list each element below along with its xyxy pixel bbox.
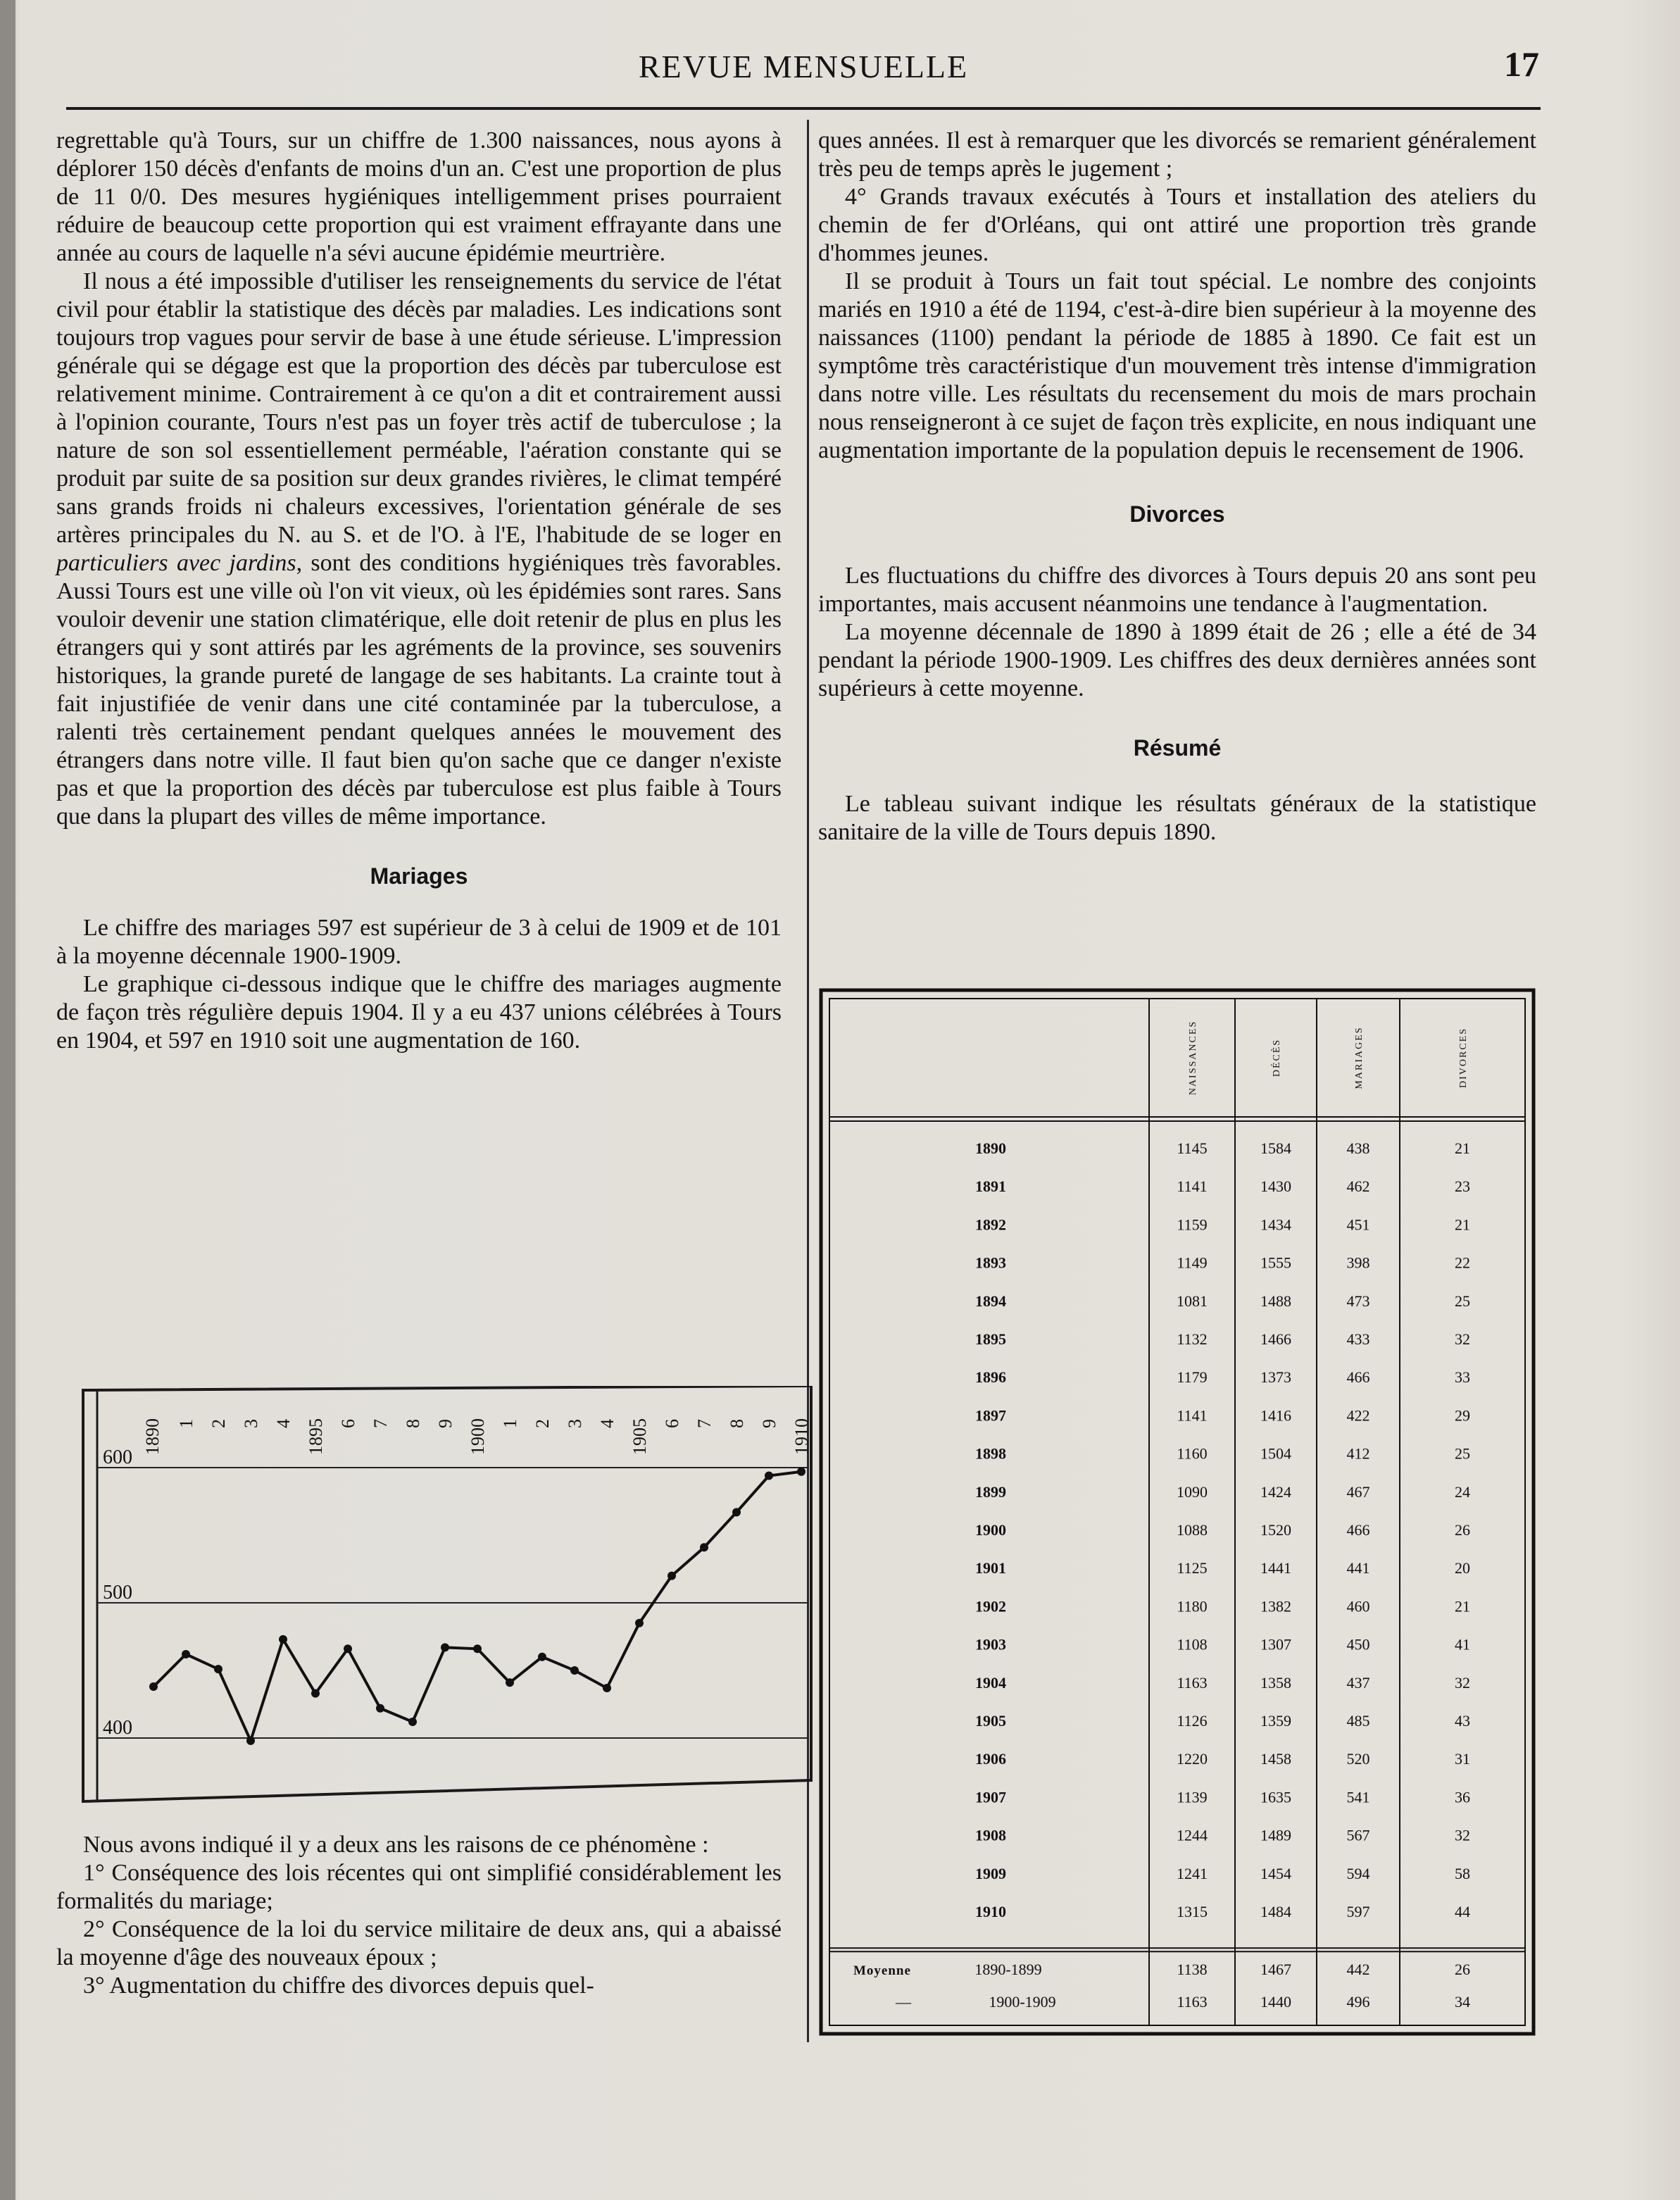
section-heading-divorces: Divorces bbox=[1129, 501, 1225, 527]
value-cell: 594 bbox=[1346, 1864, 1370, 1882]
table-row bbox=[975, 1521, 1470, 1539]
x-axis-labels bbox=[142, 1418, 812, 1455]
table-row bbox=[975, 1330, 1470, 1348]
reason-item: 4° Grands travaux exécutés à Tours et installation des ateliers du chemin de fer d'Orléans, qui ont attiré une proportion très grande d'hommes jeunes. bbox=[818, 184, 1536, 266]
data-point bbox=[538, 1653, 546, 1661]
value-cell: 473 bbox=[1346, 1292, 1370, 1310]
table-row bbox=[975, 1292, 1470, 1310]
data-point bbox=[667, 1572, 676, 1580]
x-tick-label: 6 bbox=[338, 1419, 358, 1428]
value-cell: 1520 bbox=[1260, 1521, 1291, 1539]
value-cell: 44 bbox=[1455, 1903, 1470, 1920]
x-tick-label: 4 bbox=[597, 1419, 618, 1428]
x-tick-label: 1895 bbox=[306, 1418, 326, 1455]
value-cell: 597 bbox=[1346, 1903, 1370, 1920]
table-body bbox=[829, 999, 1525, 2025]
column-header: DIVORCES bbox=[1458, 1027, 1469, 1089]
value-cell: 1126 bbox=[1177, 1712, 1208, 1730]
y-tick-label: 400 bbox=[103, 1717, 132, 1739]
value-cell: 24 bbox=[1455, 1482, 1470, 1501]
column-header: NAISSANCES bbox=[1188, 1020, 1198, 1096]
column-header: MARIAGES bbox=[1354, 1026, 1365, 1089]
value-cell: 442 bbox=[1346, 1961, 1370, 1979]
paragraph: La moyenne décennale de 1890 à 1899 était de 26 ; elle a été de 34 pendant la période 1900-1909. Les chiffres des deux dernières années sont supérieurs à cette moyenne. bbox=[818, 619, 1536, 701]
table-canvas bbox=[818, 987, 1536, 2037]
value-cell: 1584 bbox=[1260, 1139, 1291, 1157]
table-row bbox=[975, 1406, 1470, 1424]
value-cell: 1163 bbox=[1177, 1673, 1208, 1692]
value-cell: 496 bbox=[1346, 1993, 1370, 2011]
value-cell: 1488 bbox=[1260, 1292, 1291, 1310]
value-cell: 43 bbox=[1455, 1712, 1470, 1730]
statistics-table bbox=[818, 987, 1536, 2037]
value-cell: 398 bbox=[1346, 1254, 1370, 1272]
value-cell: 22 bbox=[1455, 1254, 1470, 1272]
value-cell: 31 bbox=[1455, 1750, 1470, 1768]
value-cell: 1555 bbox=[1260, 1254, 1291, 1272]
paragraph-text: Il nous a été impossible d'utiliser les renseignements du service de l'état civil pour établir la statistique des décès par maladies. Les indications sont toujours trop vagues pour servir de base à une étude sérieuse. L'impression générale qui se dégage est que la proportion des décès par tuberculose est relativement minime. Contrairement à ce qu'on a dit et contrairement aussi à l'opinion courante, Tours n'est pas un foyer très actif de tuberculose ; la nature de son sol essentiellement perméable, l'aération constante qui se produit par suite de sa position sur deux grandes rivières, le climat tempéré sans grands froids ni chaleurs excessives, l'orientation générale de ses artères principales du N. au S. et de l'O. à l'E, l'habitude de se loger en bbox=[56, 268, 782, 548]
value-cell: 33 bbox=[1455, 1368, 1470, 1387]
table-row bbox=[975, 1865, 1470, 1882]
value-cell: 1108 bbox=[1177, 1635, 1208, 1654]
data-point bbox=[700, 1543, 708, 1551]
paragraph-text: , sont des conditions hygiéniques très favorables. Aussi Tours est une ville où l'on vit vieux, où les épidémies sont rares. Sans vouloir devenir une station climatérique, elle doit retenir de plus en plus les étrangers qui y sont attirés par les agréments de la province, ses souvenirs historiques, la grande pureté de langage de ses habitants. La crainte tout à fait injustifiée de venir dans une cité contaminée par la tuberculose, a ralenti très certainement pendant quelques années le mouvement des étrangers dans notre ville. Il faut bien qu'on sache que ce danger n'existe pas et que la proportion des décès par tuberculose est plus faible à Tours que dans la plupart des villes de même importance. bbox=[56, 550, 782, 830]
year-cell: 1891 bbox=[975, 1177, 1006, 1196]
page-header bbox=[68, 44, 1539, 93]
value-cell: 58 bbox=[1455, 1864, 1470, 1882]
reason-item: 2° Conséquence de la loi du service militaire de deux ans, qui a abaissé la moyenne d'âge des nouveaux époux ; bbox=[56, 1916, 782, 1970]
value-cell: 1430 bbox=[1260, 1177, 1291, 1196]
data-point bbox=[441, 1643, 449, 1651]
y-tick-label: 600 bbox=[103, 1446, 132, 1468]
value-cell: 25 bbox=[1455, 1292, 1470, 1310]
left-column-upper bbox=[56, 127, 782, 1055]
value-cell: 466 bbox=[1346, 1521, 1370, 1539]
data-point bbox=[765, 1472, 773, 1480]
value-cell: 34 bbox=[1455, 1993, 1470, 2011]
value-cell: 1159 bbox=[1177, 1215, 1208, 1234]
year-cell: 1904 bbox=[975, 1673, 1006, 1692]
year-cell: 1890 bbox=[975, 1139, 1006, 1157]
y-tick-label: 500 bbox=[103, 1582, 132, 1604]
table-row bbox=[975, 1712, 1470, 1730]
value-cell: 21 bbox=[1455, 1597, 1470, 1615]
averages-row bbox=[895, 1993, 1470, 2011]
running-title: REVUE MENSUELLE bbox=[638, 49, 969, 85]
value-cell: 438 bbox=[1346, 1139, 1370, 1157]
value-cell: 422 bbox=[1346, 1406, 1370, 1425]
table-row bbox=[975, 1750, 1470, 1768]
value-cell: 1416 bbox=[1260, 1406, 1291, 1425]
value-cell: 26 bbox=[1455, 1521, 1470, 1539]
x-tick-label: 4 bbox=[273, 1419, 294, 1428]
paragraph: Le tableau suivant indique les résultats généraux de la statistique sanitaire de la ville de Tours depuis 1890. bbox=[818, 791, 1536, 845]
value-cell: 1484 bbox=[1260, 1903, 1291, 1920]
x-tick-label: 2 bbox=[532, 1419, 553, 1428]
value-cell: 1241 bbox=[1177, 1864, 1208, 1882]
value-cell: 1635 bbox=[1260, 1788, 1291, 1806]
value-cell: 1125 bbox=[1177, 1559, 1208, 1577]
value-cell: 1244 bbox=[1177, 1826, 1208, 1844]
value-cell: 1138 bbox=[1177, 1961, 1208, 1979]
value-cell: 1141 bbox=[1177, 1177, 1208, 1196]
data-point bbox=[376, 1704, 384, 1713]
x-tick-label: 3 bbox=[241, 1419, 261, 1428]
value-cell: 1081 bbox=[1177, 1292, 1208, 1310]
data-point bbox=[214, 1665, 222, 1673]
year-cell: 1899 bbox=[975, 1482, 1006, 1501]
value-cell: 451 bbox=[1346, 1215, 1370, 1234]
year-cell: 1895 bbox=[975, 1330, 1006, 1348]
averages-label: Moyenne bbox=[853, 1963, 911, 1979]
value-cell: 462 bbox=[1346, 1177, 1370, 1196]
year-cell: 1910 bbox=[975, 1903, 1006, 1920]
marriages-line-chart bbox=[55, 1386, 815, 1808]
table-row bbox=[975, 1597, 1470, 1615]
x-tick-label: 3 bbox=[565, 1419, 585, 1428]
table-row bbox=[975, 1254, 1470, 1272]
section-heading-resume: Résumé bbox=[1133, 735, 1222, 761]
year-cell: 1906 bbox=[975, 1750, 1006, 1768]
year-cell: 1900 bbox=[975, 1521, 1006, 1539]
value-cell: 1179 bbox=[1177, 1368, 1208, 1387]
page-number: 17 bbox=[1504, 44, 1539, 84]
right-column bbox=[818, 127, 1536, 846]
value-cell: 520 bbox=[1346, 1750, 1370, 1768]
reason-item: 3° Augmentation du chiffre des divorces depuis quel- bbox=[83, 1973, 594, 1999]
year-cell: 1897 bbox=[975, 1406, 1006, 1425]
value-cell: 1180 bbox=[1177, 1597, 1208, 1615]
data-point bbox=[635, 1619, 644, 1627]
x-tick-label: 1890 bbox=[142, 1418, 163, 1455]
section-heading-mariages: Mariages bbox=[370, 863, 468, 889]
paragraph: Nous avons indiqué il y a deux ans les raisons de ce phénomène : bbox=[83, 1832, 709, 1858]
year-cell: 1892 bbox=[975, 1215, 1006, 1234]
chart-canvas bbox=[55, 1386, 815, 1808]
data-point bbox=[473, 1644, 482, 1653]
y-axis-labels bbox=[103, 1446, 132, 1739]
value-cell: 1382 bbox=[1260, 1597, 1291, 1615]
paragraph: Le graphique ci-dessous indique que le chiffre des mariages augmente de façon très régulière depuis 1904. Il y a eu 437 unions célébrées à Tours en 1904, et 597 en 1910 soit une augmentation de 160. bbox=[56, 971, 782, 1054]
value-cell: 1373 bbox=[1260, 1368, 1291, 1387]
value-cell: 1434 bbox=[1260, 1215, 1291, 1234]
data-point bbox=[603, 1684, 611, 1692]
x-tick-label: 1905 bbox=[629, 1418, 650, 1455]
series-line bbox=[153, 1472, 801, 1741]
data-point bbox=[408, 1718, 417, 1726]
year-cell: 1893 bbox=[975, 1254, 1006, 1272]
x-tick-label: 8 bbox=[403, 1419, 423, 1428]
value-cell: 466 bbox=[1346, 1368, 1370, 1387]
data-point bbox=[149, 1682, 158, 1691]
value-cell: 1489 bbox=[1260, 1826, 1291, 1844]
year-cell: 1905 bbox=[975, 1712, 1006, 1730]
value-cell: 1149 bbox=[1177, 1254, 1208, 1272]
value-cell: 1424 bbox=[1260, 1482, 1291, 1501]
value-cell: 23 bbox=[1455, 1177, 1470, 1196]
value-cell: 32 bbox=[1455, 1673, 1470, 1692]
value-cell: 32 bbox=[1455, 1330, 1470, 1348]
table-row bbox=[975, 1636, 1470, 1654]
table-row bbox=[975, 1559, 1470, 1577]
x-tick-label: 7 bbox=[370, 1419, 391, 1428]
year-cell: 1903 bbox=[975, 1635, 1006, 1654]
value-cell: 1163 bbox=[1177, 1993, 1208, 2011]
x-tick-label: 7 bbox=[694, 1419, 715, 1428]
x-tick-label: 1 bbox=[176, 1419, 196, 1428]
data-point bbox=[732, 1508, 741, 1516]
value-cell: 36 bbox=[1455, 1788, 1470, 1806]
value-cell: 541 bbox=[1346, 1788, 1370, 1806]
value-cell: 1220 bbox=[1177, 1750, 1208, 1768]
data-point bbox=[246, 1737, 255, 1745]
year-cell: 1909 bbox=[975, 1864, 1006, 1882]
value-cell: 460 bbox=[1346, 1597, 1370, 1615]
year-cell: 1908 bbox=[975, 1826, 1006, 1844]
value-cell: 25 bbox=[1455, 1444, 1470, 1463]
data-points bbox=[149, 1468, 805, 1745]
value-cell: 1359 bbox=[1260, 1712, 1291, 1730]
data-point bbox=[506, 1678, 514, 1687]
data-point bbox=[182, 1650, 190, 1658]
value-cell: 412 bbox=[1346, 1444, 1370, 1463]
value-cell: 441 bbox=[1346, 1559, 1370, 1577]
data-point bbox=[311, 1689, 320, 1698]
value-cell: 1454 bbox=[1260, 1864, 1291, 1882]
value-cell: 21 bbox=[1455, 1139, 1470, 1157]
left-column-lower bbox=[56, 1831, 782, 2000]
value-cell: 29 bbox=[1455, 1406, 1470, 1425]
value-cell: 1145 bbox=[1177, 1139, 1208, 1157]
x-tick-label: 2 bbox=[208, 1419, 229, 1428]
value-cell: 485 bbox=[1346, 1712, 1370, 1730]
value-cell: 1132 bbox=[1177, 1330, 1208, 1348]
value-cell: 1441 bbox=[1260, 1559, 1291, 1577]
data-point bbox=[279, 1635, 287, 1644]
header-rule bbox=[66, 107, 1541, 110]
table-row bbox=[975, 1788, 1470, 1806]
value-cell: 1160 bbox=[1177, 1444, 1208, 1463]
x-tick-label: 8 bbox=[727, 1419, 747, 1428]
paragraph: Les fluctuations du chiffre des divorces à Tours depuis 20 ans sont peu importantes, mais accusent néanmoins une tendance à l'augmentation. bbox=[818, 563, 1536, 617]
value-cell: 433 bbox=[1346, 1330, 1370, 1348]
value-cell: 1467 bbox=[1260, 1961, 1291, 1979]
x-tick-label: 6 bbox=[662, 1419, 682, 1428]
table-row bbox=[975, 1903, 1470, 1920]
paragraph bbox=[56, 268, 782, 831]
value-cell: 450 bbox=[1346, 1635, 1370, 1654]
x-tick-label: 1900 bbox=[468, 1418, 488, 1455]
table-row bbox=[975, 1139, 1470, 1157]
value-cell: 1141 bbox=[1177, 1406, 1208, 1425]
value-cell: 1504 bbox=[1260, 1444, 1291, 1463]
table-row bbox=[975, 1215, 1470, 1233]
table-row bbox=[975, 1445, 1470, 1463]
value-cell: 1090 bbox=[1177, 1482, 1208, 1501]
table-row bbox=[975, 1177, 1470, 1195]
x-tick-label: 9 bbox=[435, 1419, 456, 1428]
year-cell: 1896 bbox=[975, 1368, 1006, 1387]
paragraph: Le chiffre des mariages 597 est supérieur de 3 à celui de 1909 et de 101 à la moyenne décennale 1900-1909. bbox=[56, 915, 782, 969]
averages-row bbox=[853, 1961, 1470, 1978]
x-tick-label: 9 bbox=[759, 1419, 779, 1428]
value-cell: 41 bbox=[1455, 1635, 1470, 1654]
x-tick-label: 1 bbox=[500, 1419, 520, 1428]
table-row bbox=[975, 1827, 1470, 1844]
reason-item: 1° Conséquence des lois récentes qui ont simplifié considérablement les formalités du mariage; bbox=[56, 1860, 782, 1914]
year-cell: 1894 bbox=[975, 1292, 1006, 1310]
value-cell: 437 bbox=[1346, 1673, 1370, 1692]
value-cell: 1440 bbox=[1260, 1993, 1291, 2011]
period-cell: 1900-1909 bbox=[989, 1993, 1056, 2011]
data-point bbox=[797, 1468, 805, 1476]
ditto-dash: — bbox=[896, 1993, 911, 2011]
value-cell: 467 bbox=[1346, 1482, 1370, 1501]
year-cell: 1907 bbox=[975, 1788, 1006, 1806]
value-cell: 26 bbox=[1455, 1961, 1470, 1979]
table-row bbox=[975, 1483, 1470, 1501]
chart-grid bbox=[97, 1468, 808, 1738]
data-point bbox=[570, 1666, 579, 1675]
paragraph: ques années. Il est à remarquer que les divorcés se remarient généralement très peu de temps après le jugement ; bbox=[818, 127, 1536, 182]
value-cell: 1139 bbox=[1177, 1788, 1208, 1806]
period-cell: 1890-1899 bbox=[974, 1961, 1042, 1979]
data-point bbox=[344, 1644, 352, 1653]
paragraph: Il se produit à Tours un fait tout spécial. Le nombre des conjoints mariés en 1910 a été de 1194, c'est-à-dire bien supérieur à la moyenne des naissances (1100) pendant la période de 1885 à 1890. Ce fait est un symptôme très caractéristique d'un mouvement très intense d'immigration dans notre ville. Les résultats du recensement du mois de mars prochain nous renseigneront à ce sujet de façon très explicite, en nous indiquant une augmentation importante de la population depuis le recensement de 1906. bbox=[818, 268, 1536, 463]
value-cell: 567 bbox=[1346, 1826, 1370, 1844]
table-row bbox=[975, 1674, 1470, 1692]
year-cell: 1902 bbox=[975, 1597, 1006, 1615]
table-row bbox=[975, 1368, 1470, 1386]
value-cell: 32 bbox=[1455, 1826, 1470, 1844]
chart-frame bbox=[83, 1386, 811, 1801]
paragraph: regrettable qu'à Tours, sur un chiffre de 1.300 naissances, nous ayons à déplorer 150 décès d'enfants de moins d'un an. C'est une proportion de plus de 11 0/0. Des mesures hygiéniques intelligemment prises pourraient réduire de beaucoup cette proportion qui est vraiment effrayante dans une année au cours de laquelle n'a sévi aucune épidémie meurtrière. bbox=[56, 127, 782, 266]
year-cell: 1901 bbox=[975, 1559, 1006, 1577]
value-cell: 1466 bbox=[1260, 1330, 1291, 1348]
value-cell: 21 bbox=[1455, 1215, 1470, 1234]
value-cell: 20 bbox=[1455, 1559, 1470, 1577]
year-cell: 1898 bbox=[975, 1444, 1006, 1463]
italic-phrase: particuliers avec jardins bbox=[56, 550, 296, 576]
column-header: DÉCÈS bbox=[1272, 1038, 1282, 1077]
value-cell: 1307 bbox=[1260, 1635, 1291, 1654]
value-cell: 1088 bbox=[1177, 1521, 1208, 1539]
value-cell: 1358 bbox=[1260, 1673, 1291, 1692]
value-cell: 1458 bbox=[1260, 1750, 1291, 1768]
value-cell: 1315 bbox=[1177, 1903, 1208, 1920]
x-tick-label: 1910 bbox=[791, 1418, 812, 1455]
page-edge-shadow bbox=[0, 0, 15, 2200]
